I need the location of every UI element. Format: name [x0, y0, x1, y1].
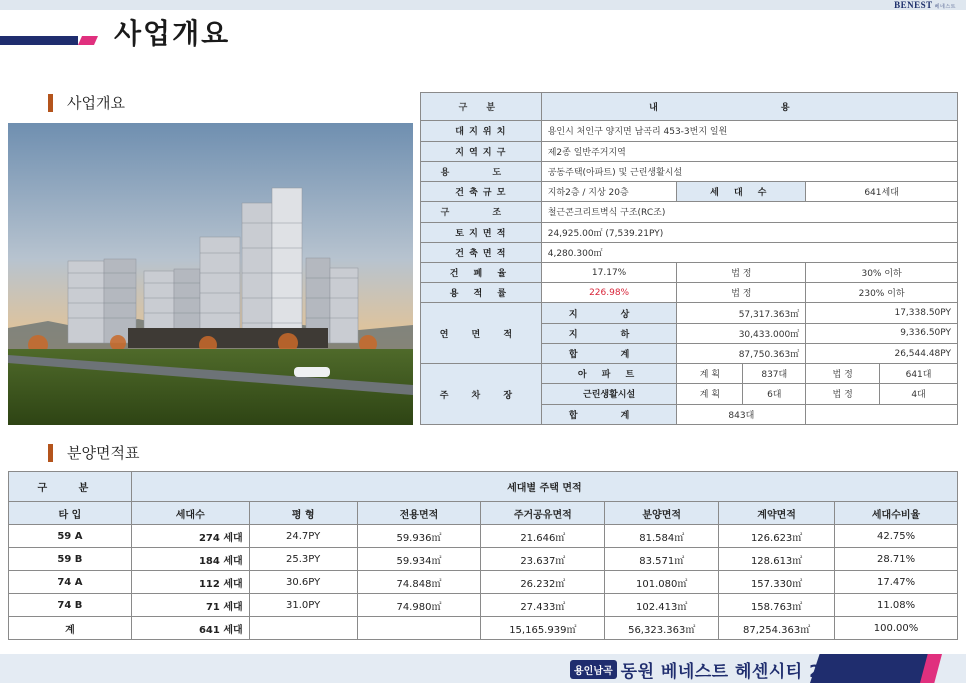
legal-label: 법 정: [677, 283, 806, 303]
table-cell: 31.0PY: [249, 594, 357, 617]
supply-area-table: [8, 471, 958, 640]
row-value: 17.17%: [541, 262, 677, 282]
table-cell: 641 세대: [131, 617, 249, 640]
overview-row-zone: [421, 141, 958, 161]
legal-label: 법 정: [677, 262, 806, 282]
column-header: 분양면적: [605, 502, 719, 525]
table-cell: 157.330㎡: [719, 571, 835, 594]
table-cell: 74 A: [9, 571, 132, 594]
page-title: 사업개요: [114, 17, 231, 50]
table-cell: 24.7PY: [249, 525, 357, 548]
apartment-rendering-image: [8, 123, 413, 425]
table-cell: 74 B: [9, 594, 132, 617]
top-strip: [0, 0, 966, 10]
table-cell: 184 세대: [131, 548, 249, 571]
table-cell: 112 세대: [131, 571, 249, 594]
floor-area-sqm: 57,317.363㎡: [677, 303, 806, 323]
header-category: 구 분: [9, 472, 132, 502]
overview-table: [420, 92, 958, 425]
plan-value: 837대: [743, 364, 806, 384]
units-label: 세 대 수: [677, 182, 806, 202]
table-cell: 27.433㎡: [481, 594, 605, 617]
column-header: 전용면적: [357, 502, 481, 525]
parking-row-apt: [421, 364, 958, 384]
legal-label: 법 정: [806, 384, 880, 404]
table-cell: 23.637㎡: [481, 548, 605, 571]
table-cell: 71 세대: [131, 594, 249, 617]
table-row: [9, 525, 958, 548]
table-cell: 83.571㎡: [605, 548, 719, 571]
table-cell: [249, 617, 357, 640]
table-cell: 26.232㎡: [481, 571, 605, 594]
table-cell: 30.6PY: [249, 571, 357, 594]
table-row: [9, 594, 958, 617]
legal-value: 641대: [880, 364, 958, 384]
section-marker: [48, 94, 53, 112]
overview-row-land-area: [421, 222, 958, 242]
table-cell: 74.980㎡: [357, 594, 481, 617]
row-label: 용 도: [421, 161, 542, 181]
overview-row-far: [421, 283, 958, 303]
footer-logo: [570, 657, 821, 682]
overview-row-scale: [421, 182, 958, 202]
row-value: 24,925.00㎡ (7,539.21PY): [541, 222, 957, 242]
plan-value: 6대: [743, 384, 806, 404]
table-row: [9, 571, 958, 594]
table-cell: 87,254.363㎡: [719, 617, 835, 640]
floor-area-sqm: 30,433.000㎡: [677, 323, 806, 343]
overview-header-content: 내 용: [541, 93, 957, 121]
row-label: 대 지 위 치: [421, 121, 542, 141]
table-cell: 28.71%: [835, 548, 958, 571]
column-header: 계약면적: [719, 502, 835, 525]
floor-area-py: 17,338.50PY: [806, 303, 958, 323]
floor-area-name: 합 계: [541, 343, 677, 363]
table-cell: 100.00%: [835, 617, 958, 640]
table-cell: 81.584㎡: [605, 525, 719, 548]
table-cell: 101.080㎡: [605, 571, 719, 594]
column-header: 주거공유면적: [481, 502, 605, 525]
footer-logo-name: 동원 베네스트 헤센시티 2: [620, 662, 822, 682]
table-cell: 128.613㎡: [719, 548, 835, 571]
table-cell: 59.936㎡: [357, 525, 481, 548]
legal-value: 4대: [880, 384, 958, 404]
floor-area-sqm: 87,750.363㎡: [677, 343, 806, 363]
overview-row-location: [421, 121, 958, 141]
row-value: 4,280.300㎡: [541, 242, 957, 262]
table-cell: 56,323.363㎡: [605, 617, 719, 640]
table-cell: 42.75%: [835, 525, 958, 548]
parking-name: 아 파 트: [541, 364, 677, 384]
units-value: 641세대: [806, 182, 958, 202]
column-header: 타 입: [9, 502, 132, 525]
far-value: 226.98%: [541, 283, 677, 303]
section-heading-supply: [48, 442, 139, 463]
floor-area-name: 지 하: [541, 323, 677, 343]
row-label: 구 조: [421, 202, 542, 222]
table-cell: 17.47%: [835, 571, 958, 594]
row-value: 지하2층 / 지상 20층: [541, 182, 677, 202]
parking-name: 근린생활시설: [541, 384, 677, 404]
table-cell: 126.623㎡: [719, 525, 835, 548]
brand-logo-top: BENEST 베네스트: [894, 0, 956, 10]
table-cell: 274 세대: [131, 525, 249, 548]
floor-area-py: 9,336.50PY: [806, 323, 958, 343]
floor-area-row-above: [421, 303, 958, 323]
section-heading-overview: [48, 92, 125, 113]
table-cell: 21.646㎡: [481, 525, 605, 548]
section-marker: [48, 444, 53, 462]
footer-accent-navy: [810, 654, 930, 683]
empty-cell: [806, 404, 958, 424]
column-header: 세대수: [131, 502, 249, 525]
floor-area-py: 26,544.48PY: [806, 343, 958, 363]
parking-name: 합 계: [541, 404, 677, 424]
table-cell: 15,165.939㎡: [481, 617, 605, 640]
column-header: 세대수비율: [835, 502, 958, 525]
table-cell: 74.848㎡: [357, 571, 481, 594]
row-label: 용 적 률: [421, 283, 542, 303]
row-label: 지 역 지 구: [421, 141, 542, 161]
overview-row-structure: [421, 202, 958, 222]
table-cell: 59.934㎡: [357, 548, 481, 571]
table-cell: 59 A: [9, 525, 132, 548]
legal-label: 법 정: [806, 364, 880, 384]
row-value: 철근콘크리트벽식 구조(RC조): [541, 202, 957, 222]
row-label: 토 지 면 적: [421, 222, 542, 242]
overview-row-building-area: [421, 242, 958, 262]
row-value: 용인시 처인구 양지면 남곡리 453-3번지 일원: [541, 121, 957, 141]
table-cell: [357, 617, 481, 640]
parking-total-value: 843대: [677, 404, 806, 424]
row-label: 건 축 면 적: [421, 242, 542, 262]
footer-logo-tag: 용인남곡: [570, 660, 617, 679]
table-cell: 25.3PY: [249, 548, 357, 571]
plan-label: 계 획: [677, 364, 743, 384]
header-group: 세대별 주택 면적: [131, 472, 957, 502]
overview-row-use: [421, 161, 958, 181]
row-value: 제2종 일반주거지역: [541, 141, 957, 161]
row-label: 건 축 규 모: [421, 182, 542, 202]
legal-value: 230% 이하: [806, 283, 958, 303]
supply-top-header: [9, 472, 958, 502]
row-value: 공동주택(아파트) 및 근린생활시설: [541, 161, 957, 181]
table-cell: 158.763㎡: [719, 594, 835, 617]
overview-row-coverage: [421, 262, 958, 282]
section-title: 사업개요: [67, 94, 125, 112]
overview-header-category: 구 분: [421, 93, 542, 121]
section-title: 분양면적표: [67, 444, 140, 462]
overview-header-row: [421, 93, 958, 121]
legal-value: 30% 이하: [806, 262, 958, 282]
table-cell: 59 B: [9, 548, 132, 571]
table-row: [9, 617, 958, 640]
supply-column-header: [9, 502, 958, 525]
plan-label: 계 획: [677, 384, 743, 404]
table-cell: 102.413㎡: [605, 594, 719, 617]
floor-area-name: 지 상: [541, 303, 677, 323]
floor-area-label: 연 면 적: [421, 303, 542, 364]
table-cell: 11.08%: [835, 594, 958, 617]
parking-label: 주 차 장: [421, 364, 542, 425]
title-accent-pink: [78, 36, 98, 45]
table-cell: 계: [9, 617, 132, 640]
column-header: 평 형: [249, 502, 357, 525]
title-accent-navy: [0, 36, 78, 45]
row-label: 건 폐 율: [421, 262, 542, 282]
table-row: [9, 548, 958, 571]
